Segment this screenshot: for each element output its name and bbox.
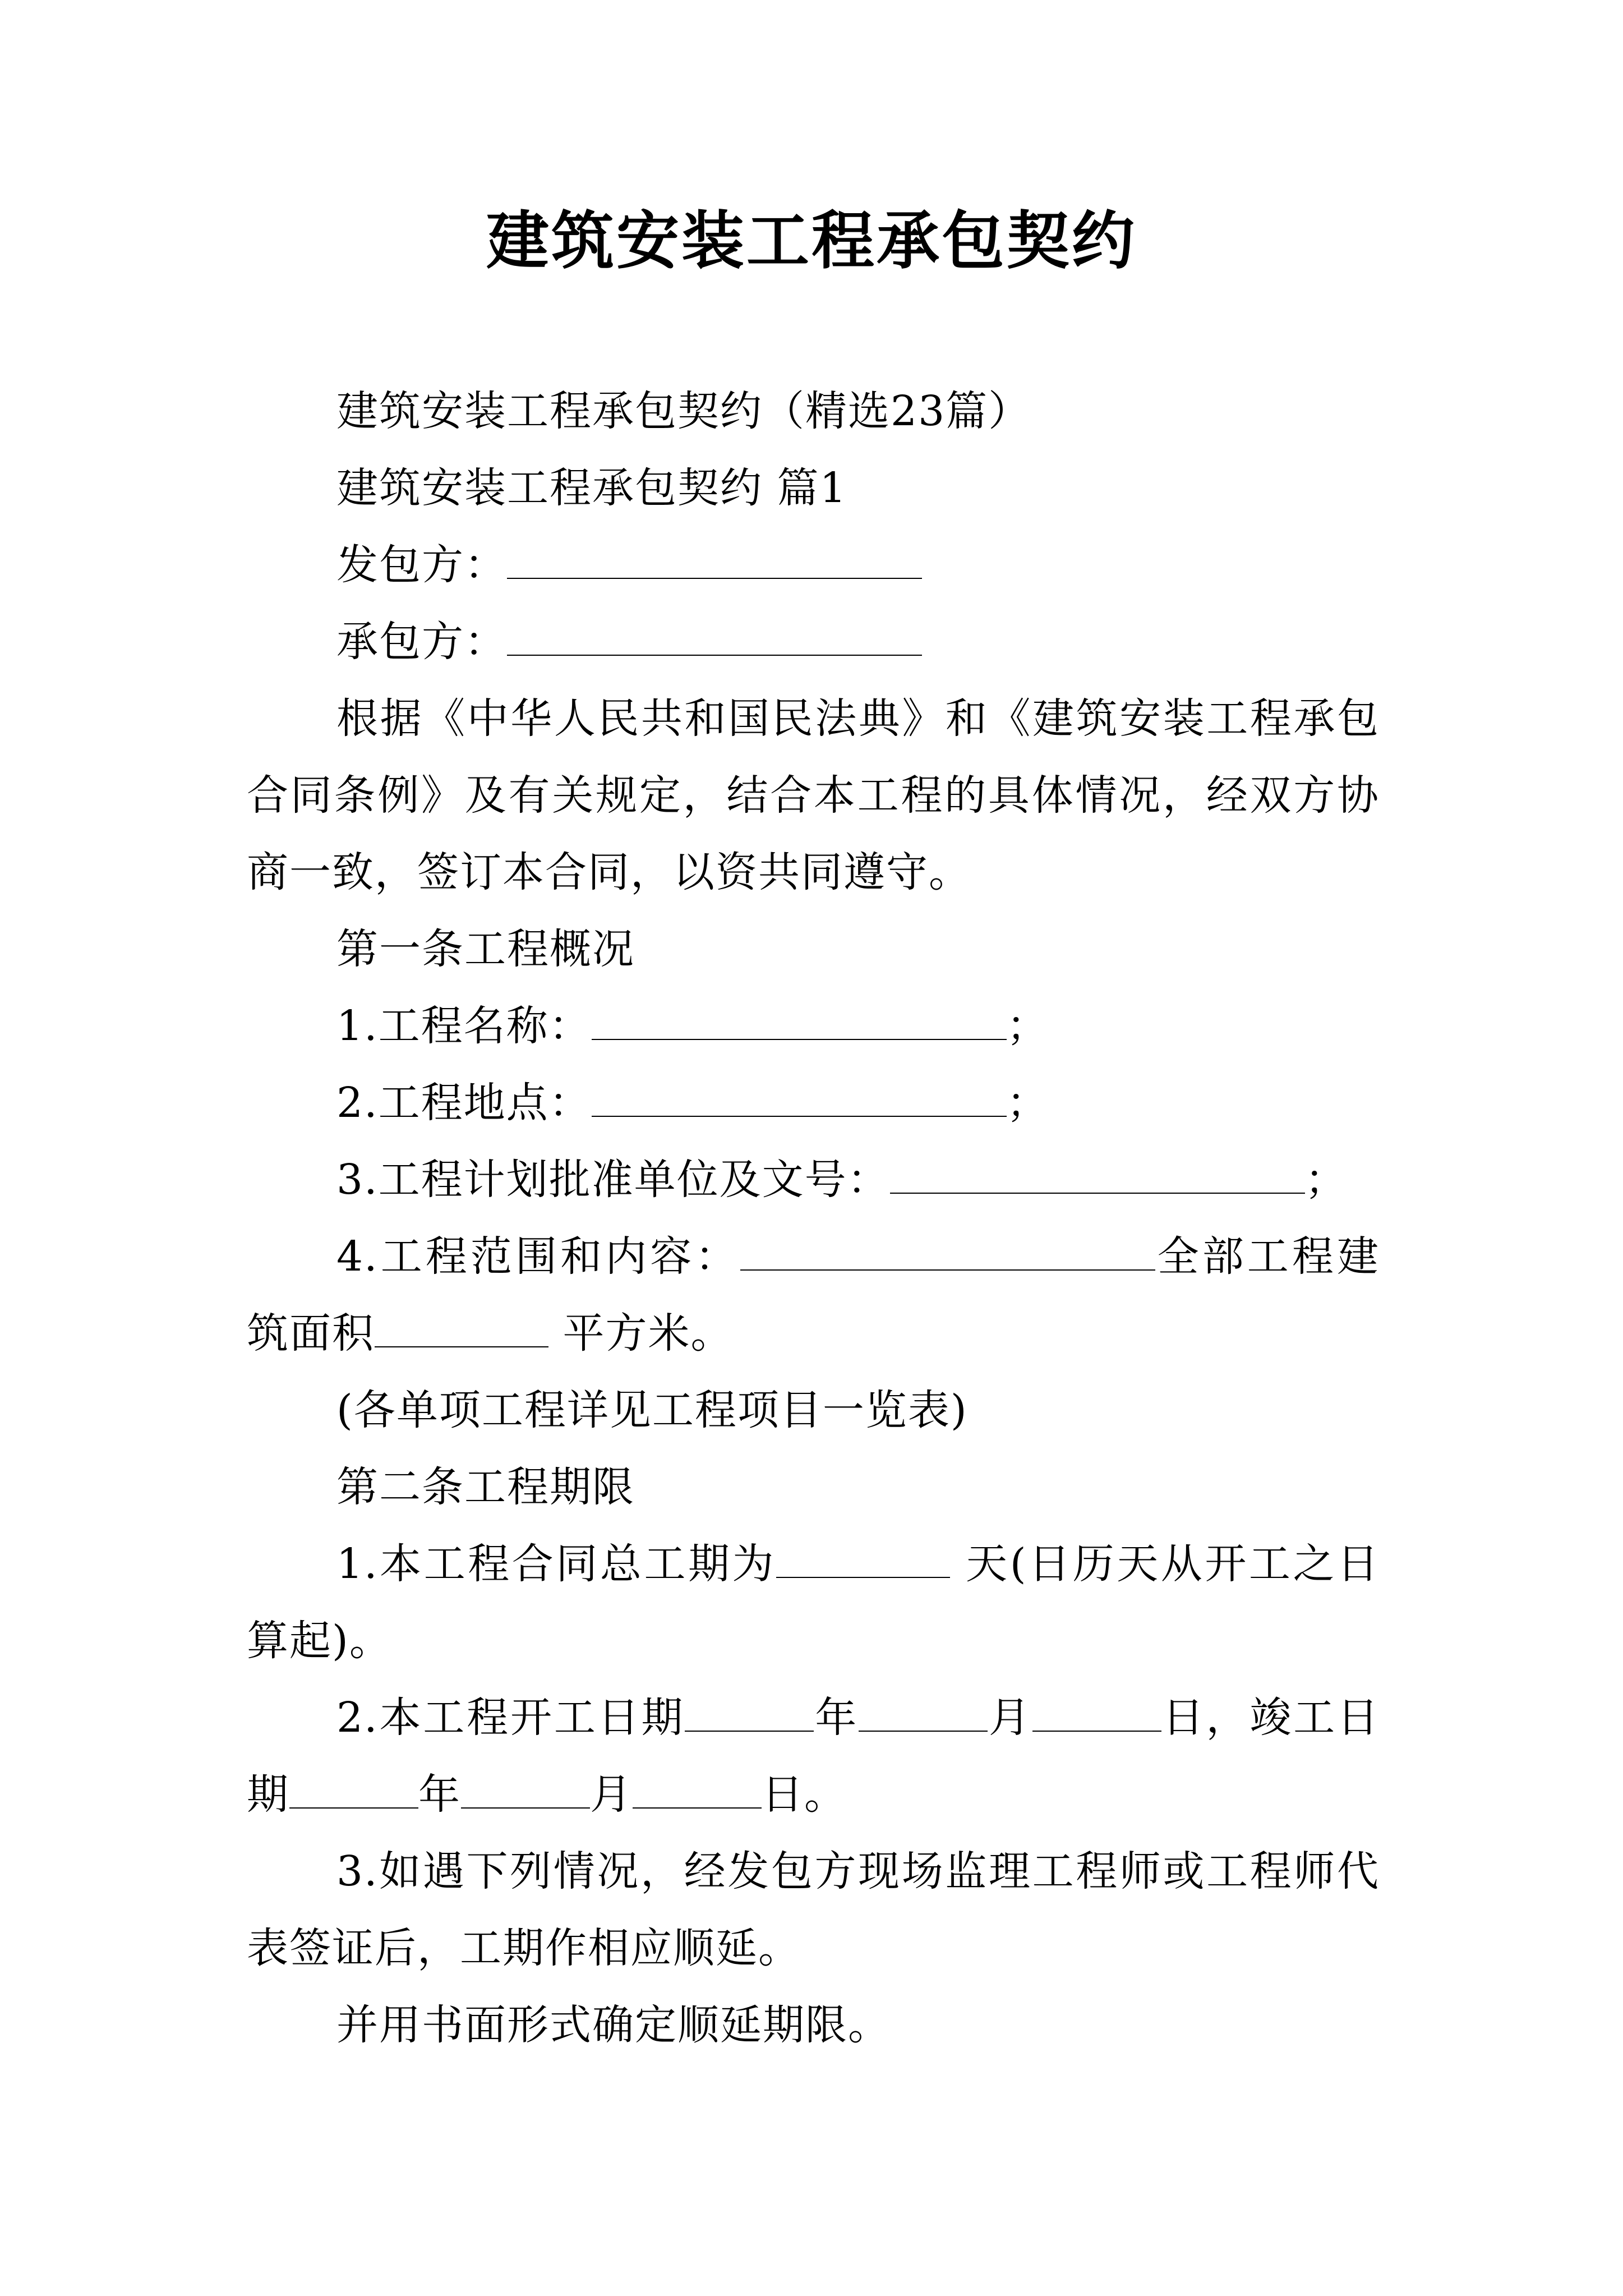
employer-blank [507,539,922,579]
total-period-blank [776,1538,950,1578]
end-month-blank [461,1768,590,1809]
item-dates [247,1680,1380,1833]
item-project-scope [247,1218,1380,1372]
document-subtitle: 建筑安装工程承包契约（精选23篇） [336,387,1031,435]
final-paragraph: 并用书面形式确定顺延期限。 [336,2001,891,2049]
semicolon: ； [1304,1156,1348,1204]
total-period-text: 1.本工程合同总工期为 [336,1540,777,1588]
item-extension: 3.如遇下列情况，经发包方现场监理工程师或工程师代表签证后，工期作相应顺延。 [247,1847,1380,1972]
project-location-label: 2.工程地点： [336,1079,592,1127]
project-area-unit: 平方米。 [548,1309,734,1358]
employer-label: 发包方： [336,541,507,589]
project-scope-blank [740,1230,1155,1271]
contractor-label: 承包方： [336,618,507,666]
contractor-blank [507,615,922,656]
start-year-blank [685,1691,814,1732]
month-label: 月 [590,1770,633,1819]
document-body [247,373,1380,2064]
start-month-blank [859,1691,988,1732]
item-project-name [247,988,1380,1065]
intro-paragraph: 根据《中华人民共和国民法典》和《建筑安装工程承包合同条例》及有关规定，结合本工程的具体情况，经双方协商一致，签订本合同，以资共同遵守。 [247,694,1380,896]
year-label: 年 [418,1770,461,1819]
project-name-label: 1.工程名称： [336,1002,592,1050]
chapter-heading: 建筑安装工程承包契约 篇1 [336,464,847,512]
day-completion-text: 日，竣工日期 [247,1694,1380,1819]
start-date-text: 2.本工程开工日期 [336,1694,685,1742]
approval-unit-blank [890,1153,1305,1194]
total-period-end: 天(日历天从开工之日算起)。 [247,1540,1380,1665]
project-area-text: 全部工程建筑面积 [247,1232,1380,1358]
approval-unit-label: 3.工程计划批准单位及文号： [336,1156,890,1204]
project-location-blank [592,1076,1007,1117]
item-total-period [247,1526,1380,1680]
project-area-blank [375,1307,548,1347]
project-list-note: (各单项工程详见工程项目一览表) [336,1386,968,1434]
year-label: 年 [814,1694,859,1742]
project-scope-label: 4.工程范围和内容： [336,1232,740,1281]
day-end-text: 日。 [762,1770,847,1819]
article2-heading: 第二条工程期限 [336,1463,635,1511]
document-title: 建筑安装工程承包契约 [486,204,1137,278]
semicolon: ； [1006,1002,1049,1050]
semicolon: ； [1006,1079,1049,1127]
month-label: 月 [988,1694,1032,1742]
contractor-line [247,604,1380,680]
end-year-blank [289,1768,418,1809]
article1-heading: 第一条工程概况 [336,925,635,973]
project-name-blank [592,1000,1007,1040]
item-project-location [247,1065,1380,1142]
employer-line [247,527,1380,604]
item-approval-unit [247,1142,1380,1218]
start-day-blank [1032,1691,1161,1732]
end-day-blank [633,1768,762,1809]
